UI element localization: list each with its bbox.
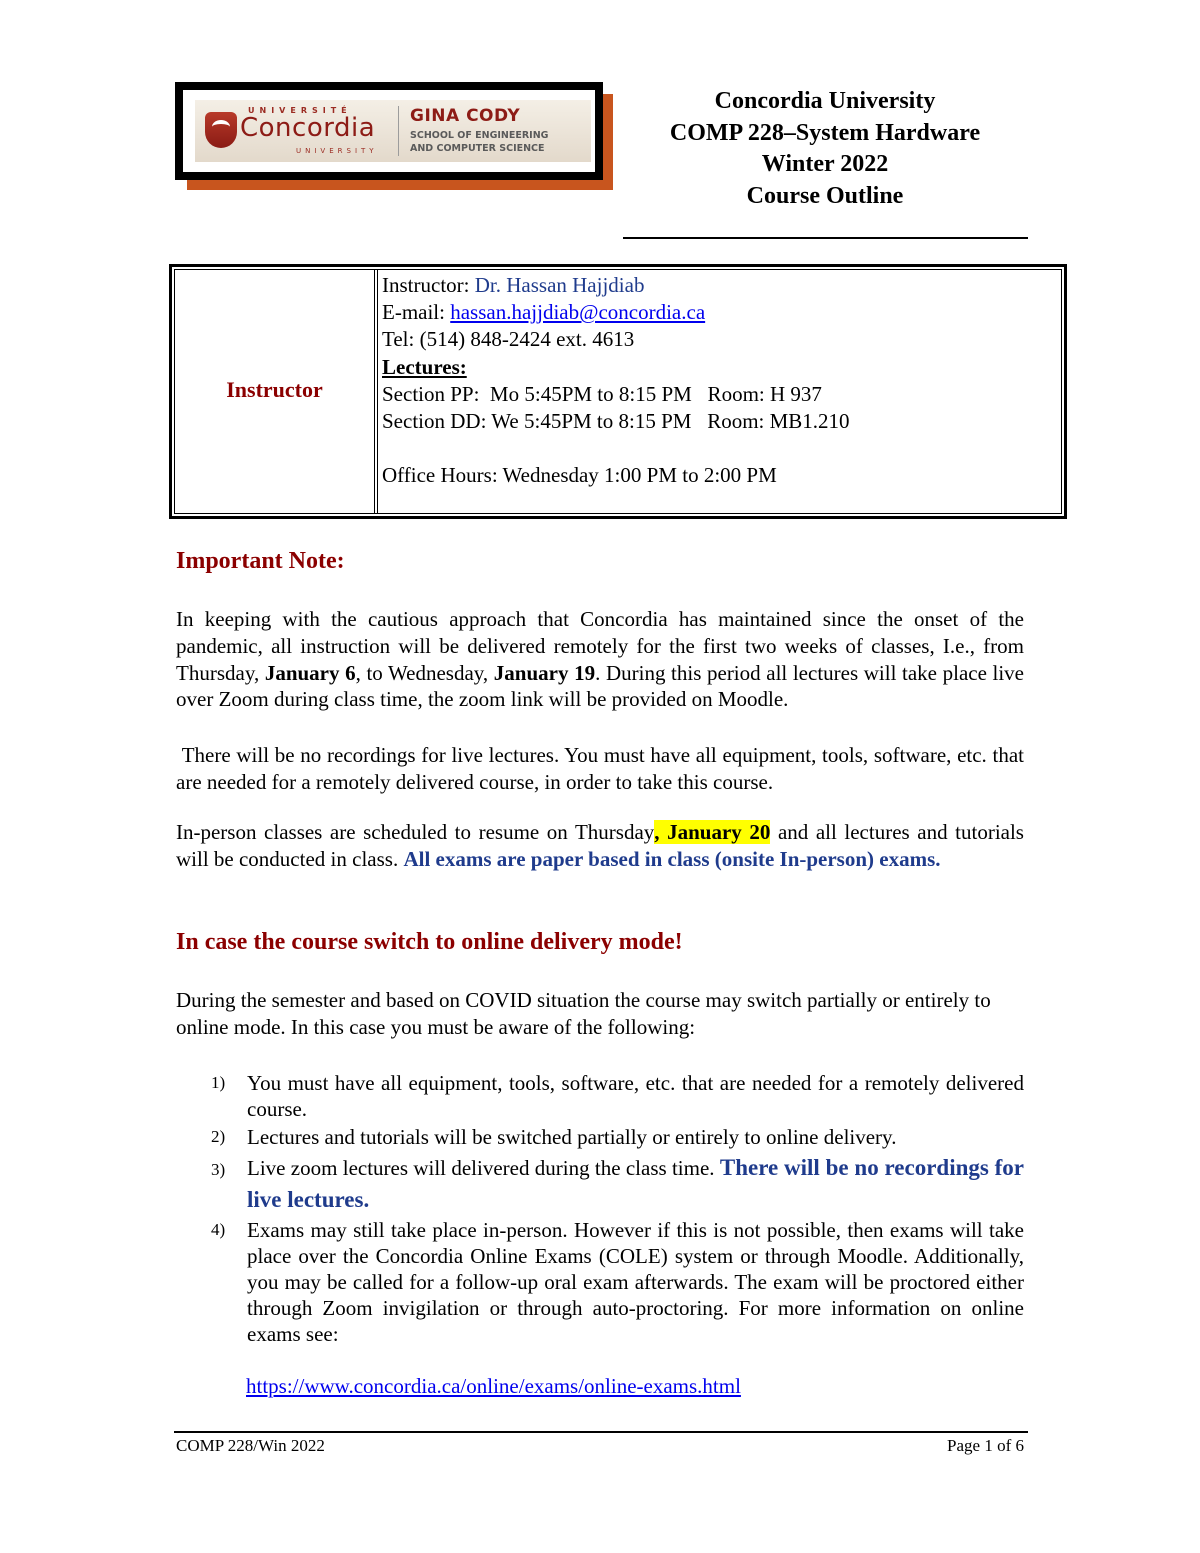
list-number: 1) [211,1073,226,1092]
list-number: 2) [211,1127,226,1146]
instructor-prefix: Instructor: [382,273,475,297]
logo-divider [398,106,399,156]
logo-universite: UNIVERSITÉ [248,106,352,115]
logo-school-line1: SCHOOL OF ENGINEERING [410,130,549,141]
list-item [176,1152,1024,1215]
list-number: 3) [211,1160,226,1179]
p3-comma: , [654,820,660,844]
instructor-line [382,272,1052,299]
logo-university: UNIVERSITY [296,147,378,155]
instructor-label: Instructor [226,377,323,402]
instructor-details [382,272,1052,489]
note-paragraph-3 [176,819,1024,873]
title-rule [623,237,1028,239]
list-item [176,1124,1024,1150]
instructor-name: Dr. Hassan Hajjdiab [474,273,645,297]
logo-concordia: Concordia [240,113,376,143]
list-item-text: Exams may still take place in-person. However if this is not possible, then exams will take place over the Concordia Online Exams (COLE) system or through Moodle. Additionally, you may be called for a follow-up oral exam afterwards. The exam will be proctored either through Zoom invigilation or through auto-proctoring. For more information on online exams see: [247,1218,1024,1346]
title-university: Concordia University [714,88,936,114]
blank-line [382,435,1052,462]
list-item-text: Lectures and tutorials will be switched partially or entirely to online delivery. [247,1125,897,1149]
note-paragraph-1 [176,606,1024,713]
logo-gina-cody: GINA CODY [410,106,521,126]
p1-text-a: In keeping with the cautious approach that Concordia has maintained since the onset of the pandemic, all instruction will be delivered remotely for the first two weeks of classes, I.e., from Thursday, [176,607,1024,685]
p1-date-1: January 6 [264,660,356,685]
section-dd: Section DD: We 5:45PM to 8:15 PM Room: MB1.210 [382,409,850,434]
title-term: Winter 2022 [761,151,889,177]
seal-mark-icon [212,120,230,134]
p3-text-a: In-person classes are scheduled to resume on Thursday [176,820,655,844]
logo-school [410,129,548,155]
online-mode-heading: In case the course switch to online delivery mode! [176,929,683,955]
p3-text-b: and all lectures and tutorials will be conducted in class. [176,820,1024,871]
p3-exams-note: All exams are paper based in class (onsite In-person) exams. [403,846,941,871]
p1-text-b: , to Wednesday, [355,660,494,685]
email-line [382,299,1052,326]
list-item [176,1070,1024,1122]
list-item-bold: There will be no recordings for live lectures. [247,1155,1025,1212]
lectures-heading: Lectures: [382,354,467,379]
footer-rule [174,1431,1028,1433]
email-link[interactable]: hassan.hajjdiab@concordia.ca [450,300,706,325]
email-prefix: E-mail: [382,300,451,325]
footer-page-number: Page 1 of 6 [947,1436,1024,1455]
p2-text: There will be no recordings for live lectures. You must have all equipment, tools, software, etc. that are needed for a remotely delivered course, in order to take this course. [176,743,1024,794]
section-pp: Section PP: Mo 5:45PM to 8:15 PM Room: H 937 [382,381,822,406]
online-list [176,1070,1024,1349]
tel-line: Tel: (514) 848-2424 ext. 4613 [382,327,635,352]
list-item [176,1217,1024,1347]
online-exams-link[interactable]: https://www.concordia.ca/online/exams/online-exams.html [246,1374,741,1398]
document-title [620,86,1030,212]
office-hours: Office Hours: Wednesday 1:00 PM to 2:00 PM [382,463,777,488]
list-number: 4) [211,1220,226,1239]
online-intro: During the semester and based on COVID situation the course may switch partially or entirely to online mode. In this case you must be aware of the following: [176,988,991,1039]
table-divider [374,269,375,514]
p1-date-2: January 19 [493,660,596,685]
table-divider [377,269,378,514]
title-course: COMP 228–System Hardware [669,119,981,146]
footer-course: COMP 228/Win 2022 [176,1436,325,1455]
title-doc-type: Course Outline [746,182,904,209]
important-note-heading: Important Note: [176,548,345,574]
list-item-text: You must have all equipment, tools, software, etc. that are needed for a remotely delivered course. [247,1071,1024,1121]
logo-school-line2: AND COMPUTER SCIENCE [410,143,545,154]
p3-date: January 20 [659,820,771,844]
p1-text-c: . During this period all lectures will take place live over Zoom during class time, the zoom link will be provided on Moodle. [176,660,1025,712]
note-paragraph-2 [176,742,1024,796]
list-item-text: Live zoom lectures will delivered during the class time. [247,1156,720,1180]
